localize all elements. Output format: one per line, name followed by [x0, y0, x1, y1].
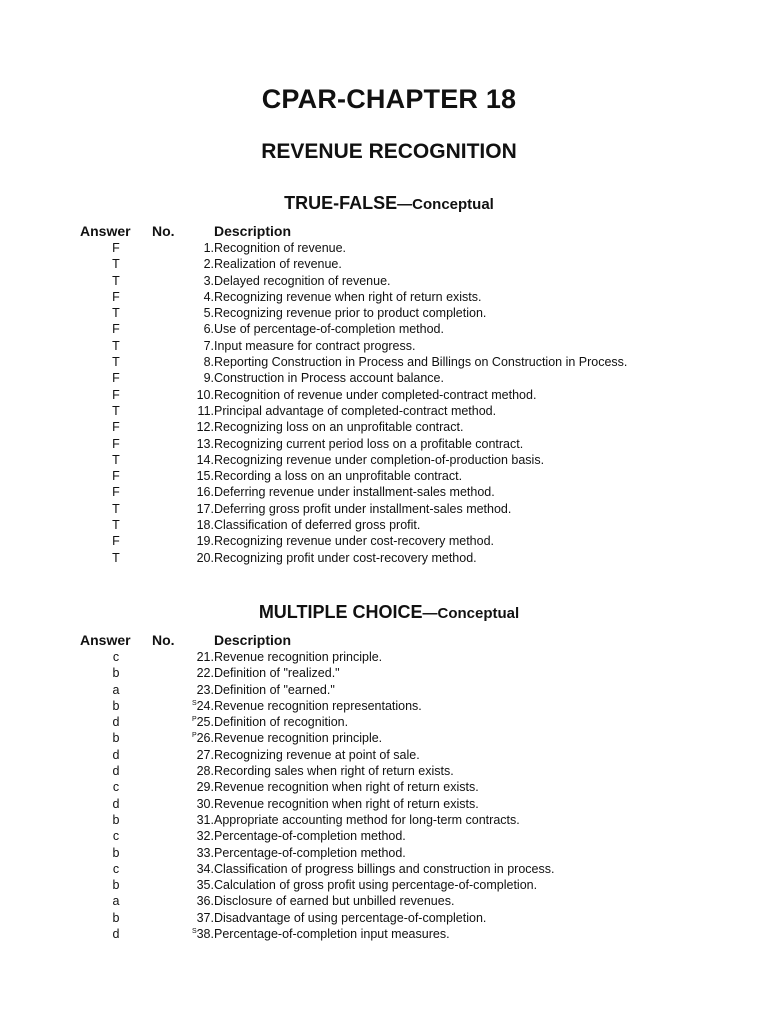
question-number: 25. — [196, 715, 214, 730]
answer-cell: c — [112, 861, 120, 876]
answer-cell: b — [112, 845, 120, 860]
number-cell: 22. — [196, 666, 214, 681]
description-cell: Recognition of revenue. — [214, 241, 347, 255]
description-cell: Recognizing profit under cost-recovery method. — [214, 550, 477, 565]
true-false-rows — [80, 240, 627, 566]
question-source-mark: S — [191, 928, 197, 936]
table-row — [80, 779, 554, 795]
question-source-mark: P — [191, 732, 197, 740]
answer-cell: F — [112, 289, 120, 304]
description-cell: Input measure for contract progress. — [214, 338, 416, 353]
description-cell: Recording a loss on an unprofitable contract. — [214, 469, 463, 484]
description-cell: Revenue recognition representations. — [214, 698, 422, 713]
answer-column-header: Answer — [80, 223, 131, 239]
number-cell: 20. — [196, 550, 214, 565]
number-cell: 34. — [196, 861, 214, 876]
table-row — [80, 926, 554, 942]
description-cell: Recognizing revenue under completion-of-production basis. — [214, 452, 545, 467]
table-row — [80, 763, 554, 779]
description-cell: Delayed recognition of revenue. — [214, 273, 391, 288]
question-number: 38. — [196, 927, 214, 942]
description-cell: Construction in Process account balance. — [214, 371, 444, 386]
description-cell: Deferring gross profit under installment-sales method. — [214, 501, 512, 516]
description-cell: Recognizing current period loss on a profitable contract. — [214, 436, 524, 451]
description-cell: Definition of recognition. — [214, 715, 349, 730]
answer-cell: T — [112, 550, 120, 565]
number-cell: 11. — [197, 403, 214, 418]
answer-cell: d — [112, 796, 120, 811]
number-cell: 13. — [196, 436, 214, 451]
multiple-choice-heading — [0, 601, 768, 623]
table-row — [80, 910, 554, 926]
answer-cell: b — [112, 878, 120, 893]
number-cell: 4. — [203, 289, 214, 304]
answer-cell: b — [112, 731, 120, 746]
table-row — [80, 861, 554, 877]
number-cell: 18. — [196, 518, 214, 533]
table-row — [80, 289, 627, 305]
number-cell: 28. — [196, 764, 214, 779]
answer-cell: T — [112, 518, 120, 533]
answer-cell: F — [112, 420, 120, 435]
question-source-mark: P — [191, 716, 197, 724]
answer-cell: T — [112, 403, 120, 418]
number-cell: 7. — [203, 338, 214, 353]
description-cell: Recognizing loss on an unprofitable contract. — [214, 420, 464, 435]
number-cell: 12. — [196, 420, 214, 435]
description-column-header: Description — [214, 223, 292, 239]
answer-cell: c — [112, 829, 120, 844]
number-cell: 5. — [203, 306, 214, 321]
description-cell: Revenue recognition principle. — [214, 650, 383, 664]
number-cell — [152, 698, 214, 714]
number-cell: 1. — [203, 241, 214, 255]
number-cell: 8. — [203, 355, 214, 370]
number-cell: 37. — [196, 910, 214, 925]
number-cell: 3. — [203, 273, 214, 288]
answer-cell: d — [112, 927, 120, 942]
answer-cell: d — [112, 764, 120, 779]
answer-cell: T — [112, 452, 120, 467]
description-cell: Principal advantage of completed-contract method. — [214, 403, 497, 418]
table-row — [80, 812, 554, 828]
description-cell: Revenue recognition when right of return exists. — [214, 780, 479, 795]
answer-cell: b — [112, 812, 120, 827]
answer-cell: d — [112, 715, 120, 730]
chapter-title: CPAR-CHAPTER 18 — [261, 84, 517, 114]
table-row — [80, 730, 554, 746]
answer-cell: F — [112, 322, 120, 337]
number-cell: 15. — [196, 469, 214, 484]
answer-cell: T — [112, 355, 120, 370]
table-row — [80, 845, 554, 861]
table-row — [80, 698, 554, 714]
description-cell: Recognizing revenue under cost-recovery method. — [214, 534, 495, 549]
table-row — [80, 682, 554, 698]
multiple-choice-rows — [80, 649, 554, 942]
description-cell: Calculation of gross profit using percentage-of-completion. — [214, 878, 538, 893]
table-row — [80, 321, 627, 337]
table-row — [80, 338, 627, 354]
answer-cell: T — [112, 338, 120, 353]
number-cell: 23. — [196, 682, 214, 697]
question-number: 24. — [196, 698, 214, 713]
description-cell: Definition of "earned." — [214, 682, 335, 697]
table-row — [80, 533, 627, 549]
answer-cell: F — [112, 469, 120, 484]
number-column-header: No. — [152, 632, 175, 648]
description-cell: Percentage-of-completion input measures. — [214, 927, 450, 942]
table-row — [80, 370, 627, 386]
answer-cell: c — [112, 650, 120, 664]
table-row — [80, 240, 627, 256]
table-row — [80, 436, 627, 452]
description-cell: Classification of deferred gross profit. — [214, 518, 421, 533]
description-cell: Disclosure of earned but unbilled revenues. — [214, 894, 455, 909]
answer-cell: a — [112, 894, 120, 909]
table-header-row — [80, 632, 554, 649]
number-cell: 35. — [196, 878, 214, 893]
table-row — [80, 796, 554, 812]
answer-cell: F — [112, 371, 120, 386]
answer-column-header: Answer — [80, 632, 131, 648]
description-cell: Recognizing revenue at point of sale. — [214, 747, 420, 762]
number-cell: 36. — [196, 894, 214, 909]
description-cell: Recording sales when right of return exists. — [214, 764, 454, 779]
answer-cell: F — [112, 534, 120, 549]
table-row — [80, 550, 627, 566]
true-false-table — [80, 223, 627, 566]
description-cell: Reporting Construction in Process and Billings on Construction in Process. — [214, 355, 628, 370]
multiple-choice-table — [80, 632, 554, 942]
number-cell: 27. — [196, 747, 214, 762]
description-cell: Appropriate accounting method for long-term contracts. — [214, 812, 520, 827]
table-row — [80, 354, 627, 370]
table-row — [80, 403, 627, 419]
number-cell — [152, 714, 214, 730]
description-cell: Use of percentage-of-completion method. — [214, 322, 444, 337]
description-cell: Revenue recognition principle. — [214, 731, 383, 746]
description-cell: Revenue recognition when right of return exists. — [214, 796, 479, 811]
description-column-header: Description — [214, 632, 292, 648]
table-row — [80, 828, 554, 844]
number-cell — [152, 730, 214, 746]
number-cell — [152, 926, 214, 942]
answer-cell: b — [112, 698, 120, 713]
description-cell: Percentage-of-completion method. — [214, 845, 406, 860]
description-cell: Percentage-of-completion method. — [214, 829, 406, 844]
answer-cell: b — [112, 666, 120, 681]
table-row — [80, 877, 554, 893]
answer-cell: b — [112, 910, 120, 925]
answer-cell: F — [112, 485, 120, 500]
answer-cell: F — [112, 436, 120, 451]
number-cell: 17. — [196, 501, 214, 516]
description-cell: Definition of "realized." — [214, 666, 340, 681]
table-row — [80, 893, 554, 909]
number-cell: 19. — [196, 534, 214, 549]
answer-cell: F — [112, 241, 120, 255]
table-row — [80, 387, 627, 403]
table-row — [80, 468, 627, 484]
answer-cell: T — [112, 306, 120, 321]
description-cell: Deferring revenue under installment-sales method. — [214, 485, 495, 500]
number-cell: 6. — [203, 322, 214, 337]
number-cell: 33. — [196, 845, 214, 860]
number-column-header: No. — [152, 223, 175, 239]
table-row — [80, 714, 554, 730]
number-cell: 9. — [203, 371, 214, 386]
true-false-heading-suffix: —Conceptual — [397, 196, 494, 213]
table-row — [80, 665, 554, 681]
number-cell: 31. — [196, 812, 214, 827]
true-false-heading-main: TRUE-FALSE — [284, 193, 398, 213]
table-row — [80, 305, 627, 321]
number-cell: 14. — [196, 452, 214, 467]
description-cell: Classification of progress billings and construction in process. — [214, 861, 555, 876]
answer-cell: T — [112, 273, 120, 288]
table-row — [80, 501, 627, 517]
number-cell: 21. — [196, 650, 214, 664]
multiple-choice-heading-main: MULTIPLE CHOICE — [258, 602, 423, 622]
number-cell: 32. — [196, 829, 214, 844]
answer-cell: d — [112, 747, 120, 762]
topic-title: REVENUE RECOGNITION — [261, 140, 517, 163]
question-number: 26. — [196, 731, 214, 746]
number-cell: 10. — [196, 387, 214, 402]
table-row — [80, 517, 627, 533]
number-cell: 29. — [196, 780, 214, 795]
table-row — [80, 273, 627, 289]
table-row — [80, 256, 627, 272]
description-cell: Disadvantage of using percentage-of-completion. — [214, 910, 487, 925]
answer-cell: c — [112, 780, 120, 795]
description-cell: Recognizing revenue when right of return exists. — [214, 289, 482, 304]
multiple-choice-heading-suffix: —Conceptual — [422, 605, 520, 622]
answer-cell: T — [112, 257, 120, 272]
table-header-row — [80, 223, 627, 240]
number-cell: 16. — [196, 485, 214, 500]
description-cell: Recognition of revenue under completed-contract method. — [214, 387, 537, 402]
description-cell: Realization of revenue. — [214, 257, 342, 272]
table-row — [80, 649, 554, 665]
question-source-mark: S — [191, 699, 197, 707]
answer-cell: F — [112, 387, 120, 402]
table-row — [80, 484, 627, 500]
answer-cell: T — [112, 501, 120, 516]
description-cell: Recognizing revenue prior to product completion. — [214, 306, 487, 321]
true-false-heading — [0, 192, 768, 214]
number-cell: 30. — [196, 796, 214, 811]
table-row — [80, 452, 627, 468]
table-row — [80, 419, 627, 435]
answer-cell: a — [112, 682, 120, 697]
table-row — [80, 747, 554, 763]
number-cell: 2. — [203, 257, 214, 272]
